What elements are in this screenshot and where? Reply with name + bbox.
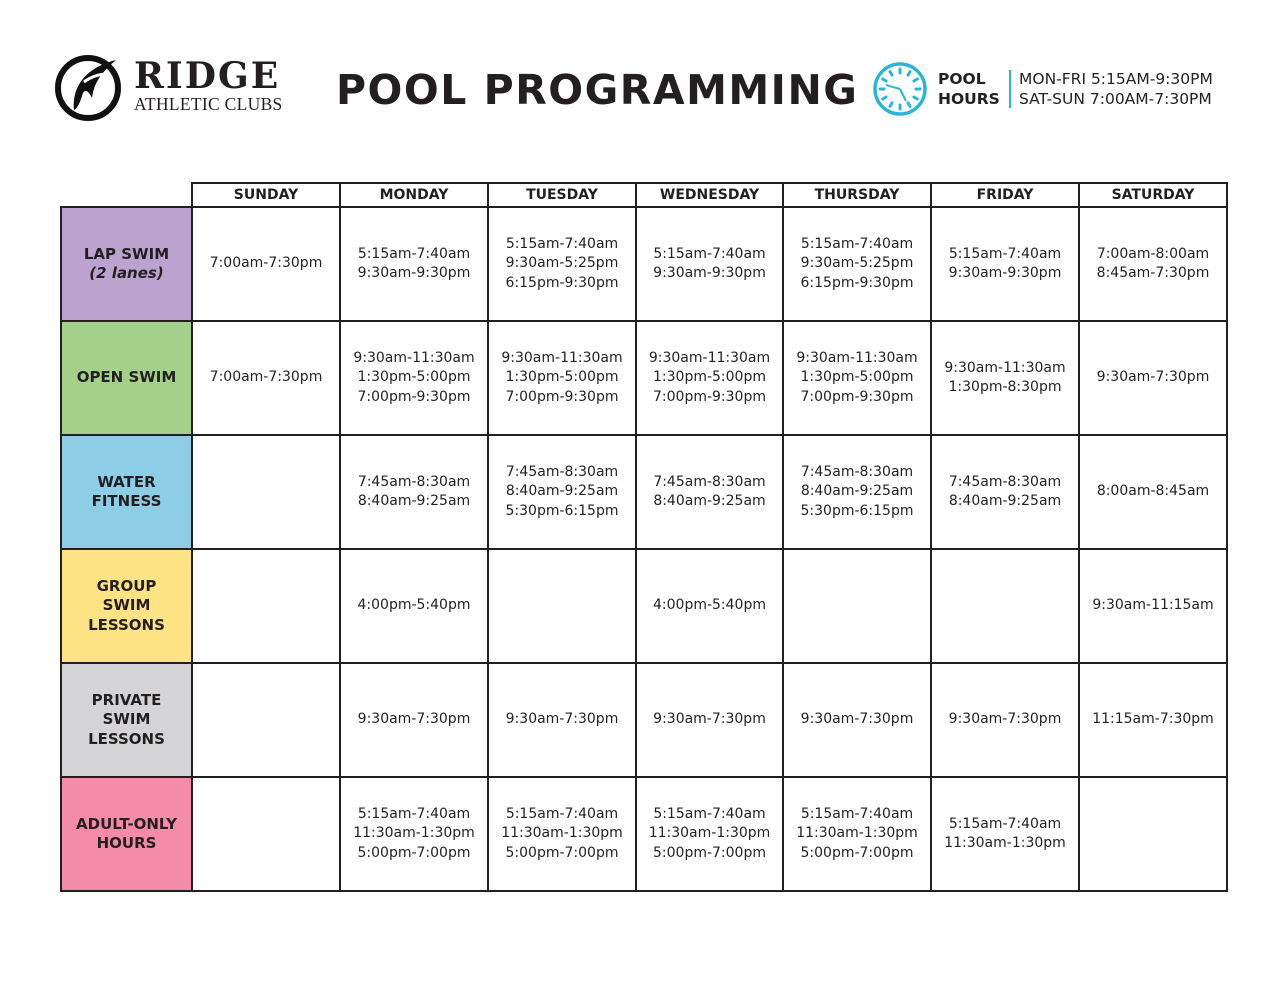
schedule-cell: 7:45am-8:30am 8:40am-9:25am	[931, 435, 1079, 549]
schedule-cell: 9:30am-11:15am	[1079, 549, 1227, 663]
table-row	[61, 321, 1227, 435]
schedule-cell	[192, 549, 340, 663]
hours-label-hours: HOURS	[938, 90, 1000, 108]
page-title: POOL PROGRAMMING	[336, 66, 859, 114]
schedule-cell: 9:30am-7:30pm	[931, 663, 1079, 777]
schedule-cell: 5:15am-7:40am 11:30am-1:30pm 5:00pm-7:00pm	[783, 777, 931, 891]
schedule-cell: 9:30am-7:30pm	[1079, 321, 1227, 435]
day-header-sunday: SUNDAY	[192, 183, 340, 207]
program-name: OPEN SWIM	[76, 368, 177, 387]
schedule-cell: 5:15am-7:40am 11:30am-1:30pm	[931, 777, 1079, 891]
table-row	[61, 549, 1227, 663]
schedule-cell: 9:30am-7:30pm	[488, 663, 636, 777]
table-row	[61, 207, 1227, 321]
program-name: ADULT-ONLY HOURS	[76, 814, 177, 852]
program-label	[61, 321, 192, 435]
schedule-cell: 7:45am-8:30am 8:40am-9:25am	[636, 435, 783, 549]
schedule-cell: 5:15am-7:40am 11:30am-1:30pm 5:00pm-7:00pm	[636, 777, 783, 891]
schedule-cell: 7:00am-7:30pm	[192, 207, 340, 321]
hours-label-pool: POOL	[938, 70, 986, 88]
schedule-cell: 11:15am-7:30pm	[1079, 663, 1227, 777]
schedule-cell: 9:30am-11:30am 1:30pm-5:00pm 7:00pm-9:30pm	[636, 321, 783, 435]
schedule-cell	[192, 663, 340, 777]
schedule-cell: 8:00am-8:45am	[1079, 435, 1227, 549]
schedule-cell: 9:30am-11:30am 1:30pm-5:00pm 7:00pm-9:30pm	[340, 321, 488, 435]
schedule-cell	[931, 549, 1079, 663]
schedule-cell: 5:15am-7:40am 9:30am-9:30pm	[931, 207, 1079, 321]
schedule-cell: 7:45am-8:30am 8:40am-9:25am 5:30pm-6:15pm	[488, 435, 636, 549]
schedule-cell	[488, 549, 636, 663]
day-header-thursday: THURSDAY	[783, 183, 931, 207]
schedule-cell	[1079, 777, 1227, 891]
hours-weekend: SAT-SUN 7:00AM-7:30PM	[1019, 90, 1212, 108]
program-name: LAP SWIM	[83, 244, 170, 263]
day-header-friday: FRIDAY	[931, 183, 1079, 207]
corner-cell	[61, 183, 192, 207]
schedule-cell: 4:00pm-5:40pm	[636, 549, 783, 663]
schedule-cell: 4:00pm-5:40pm	[340, 549, 488, 663]
program-label	[61, 663, 192, 777]
brand-name: RIDGE	[134, 55, 281, 97]
schedule-cell: 7:00am-8:00am 8:45am-7:30pm	[1079, 207, 1227, 321]
brand-subtitle: ATHLETIC CLUBS	[134, 94, 283, 114]
schedule-cell: 9:30am-11:30am 1:30pm-5:00pm 7:00pm-9:30pm	[488, 321, 636, 435]
schedule-table	[60, 182, 1228, 892]
hours-weekday: MON-FRI 5:15AM-9:30PM	[1019, 70, 1213, 88]
schedule-cell	[192, 435, 340, 549]
day-header-wednesday: WEDNESDAY	[636, 183, 783, 207]
day-header-tuesday: TUESDAY	[488, 183, 636, 207]
clock-icon	[872, 61, 928, 117]
schedule-cell: 5:15am-7:40am 11:30am-1:30pm 5:00pm-7:00pm	[340, 777, 488, 891]
schedule-cell: 5:15am-7:40am 9:30am-9:30pm	[340, 207, 488, 321]
schedule-cell: 7:45am-8:30am 8:40am-9:25am	[340, 435, 488, 549]
program-label	[61, 435, 192, 549]
ridge-logo	[54, 52, 294, 124]
schedule-cell: 5:15am-7:40am 11:30am-1:30pm 5:00pm-7:00pm	[488, 777, 636, 891]
table-row	[61, 777, 1227, 891]
schedule-cell: 9:30am-7:30pm	[636, 663, 783, 777]
schedule-cell: 7:45am-8:30am 8:40am-9:25am 5:30pm-6:15pm	[783, 435, 931, 549]
program-label	[61, 777, 192, 891]
schedule-cell: 7:00am-7:30pm	[192, 321, 340, 435]
program-name: PRIVATE SWIM LESSONS	[88, 690, 165, 748]
day-header-saturday: SATURDAY	[1079, 183, 1227, 207]
schedule-cell: 9:30am-7:30pm	[783, 663, 931, 777]
day-header-monday: MONDAY	[340, 183, 488, 207]
day-header-row	[61, 183, 1227, 207]
program-label	[61, 207, 192, 321]
schedule-cell: 9:30am-7:30pm	[340, 663, 488, 777]
program-sublabel: (2 lanes)	[89, 264, 164, 282]
schedule-cell	[192, 777, 340, 891]
program-name: GROUP SWIM LESSONS	[88, 576, 165, 634]
program-name: WATER FITNESS	[91, 472, 162, 510]
table-row	[61, 663, 1227, 777]
leaf-logo-icon	[54, 52, 124, 122]
program-label	[61, 549, 192, 663]
schedule-cell: 5:15am-7:40am 9:30am-5:25pm 6:15pm-9:30pm	[488, 207, 636, 321]
divider	[1009, 70, 1011, 108]
schedule-cell: 9:30am-11:30am 1:30pm-8:30pm	[931, 321, 1079, 435]
schedule-cell: 5:15am-7:40am 9:30am-5:25pm 6:15pm-9:30pm	[783, 207, 931, 321]
schedule-cell: 9:30am-11:30am 1:30pm-5:00pm 7:00pm-9:30pm	[783, 321, 931, 435]
table-row	[61, 435, 1227, 549]
schedule-cell	[783, 549, 931, 663]
schedule-cell: 5:15am-7:40am 9:30am-9:30pm	[636, 207, 783, 321]
